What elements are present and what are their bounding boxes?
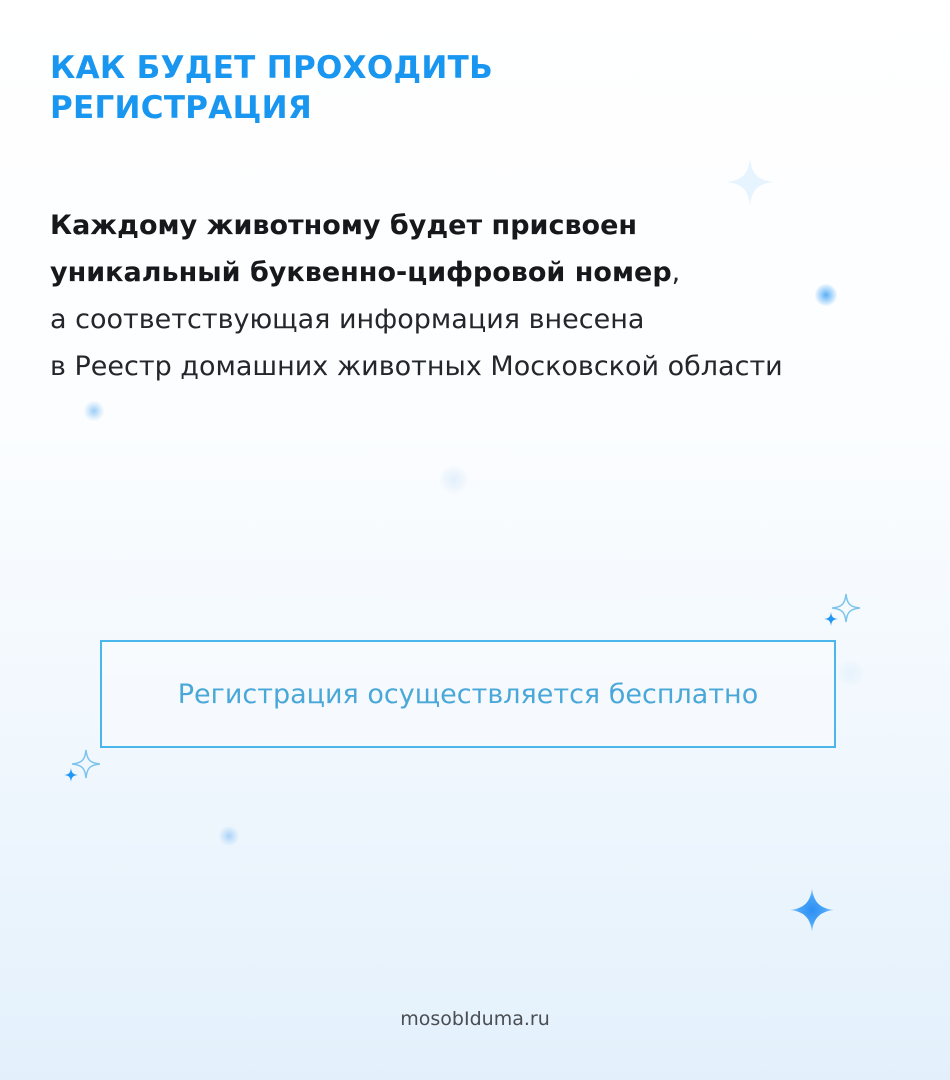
star-glow-icon [724, 156, 776, 208]
footer-site: mosobIduma.ru [400, 1008, 550, 1030]
description-bold-1: Каждому животному будет присвоен [50, 210, 638, 241]
page-title-line-1: КАК БУДЕТ ПРОХОДИТЬ [50, 50, 494, 86]
notice-text: Регистрация осуществляется бесплатно [177, 678, 759, 710]
glow-dot [84, 401, 104, 421]
description-bold-2: уникальный буквенно-цифровой номер [50, 257, 672, 288]
description-line-4: в Реестр домашних животных Московской области [50, 351, 783, 382]
free-registration-notice [100, 640, 836, 748]
page-title-line-2: РЕГИСТРАЦИЯ [50, 90, 313, 126]
description-line-2 [50, 249, 930, 296]
glow-dot [219, 826, 239, 846]
main-description [50, 202, 930, 390]
glow-dot [838, 660, 864, 686]
sparkle-icon [822, 592, 862, 632]
page-title [50, 48, 493, 128]
description-line-1 [50, 202, 930, 249]
glow-dot [440, 466, 468, 494]
description-line-3: а соответствующая информация внесена [50, 304, 645, 335]
star-glow-icon [786, 884, 838, 936]
sparkle-icon [62, 748, 102, 788]
description-comma: , [671, 257, 681, 288]
glow-dot [815, 284, 837, 306]
